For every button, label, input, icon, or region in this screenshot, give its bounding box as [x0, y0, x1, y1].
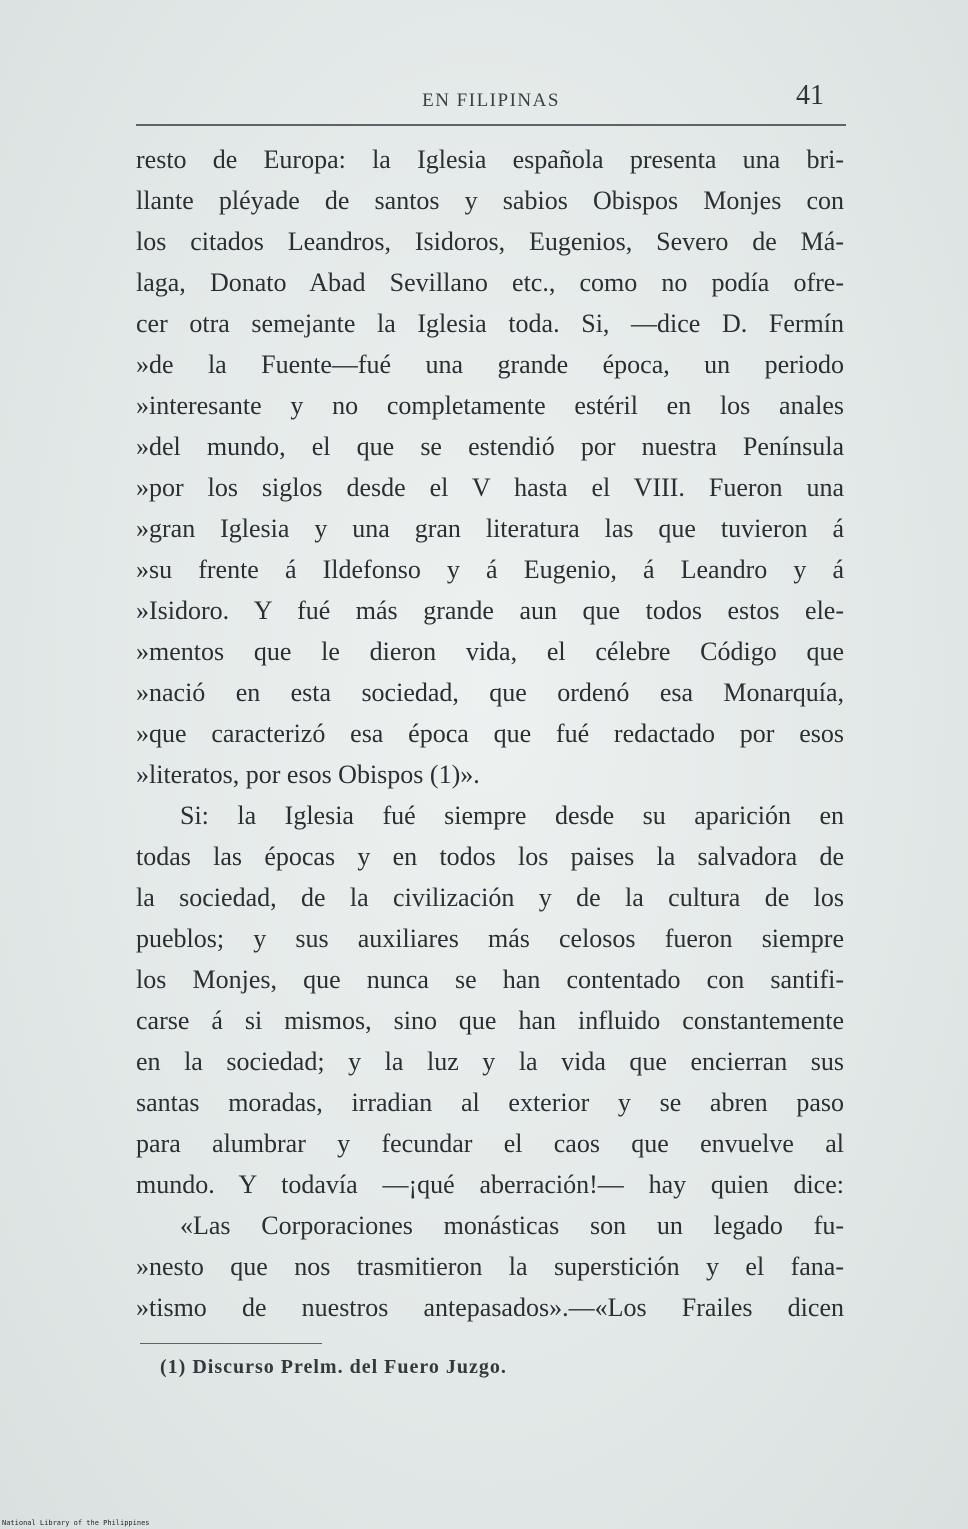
text-line: »por los siglos desde el V hasta el VIII. Fueron una [136, 473, 844, 502]
text-line: »tismo de nuestros antepasados».—«Los Frailes dicen [136, 1293, 844, 1322]
text-line: santas moradas, irradian al exterior y se abren paso [136, 1088, 844, 1117]
text-line: para alumbrar y fecundar el caos que envuelve al [136, 1129, 844, 1158]
text-line: llante pléyade de santos y sabios Obispos Monjes con [136, 186, 844, 215]
page-number: 41 [796, 80, 824, 111]
body-text [136, 139, 844, 1328]
text-line: »del mundo, el que se estendió por nuestra Península [136, 432, 844, 461]
text-line: »de la Fuente—fué una grande época, un periodo [136, 350, 844, 379]
text-line: »gran Iglesia y una gran literatura las que tuvieron á [136, 514, 844, 543]
footnote-rule [140, 1343, 322, 1344]
text-line: cer otra semejante la Iglesia toda. Si, —dice D. Fermín [136, 309, 844, 338]
text-line: la sociedad, de la civilización y de la cultura de los [136, 883, 844, 912]
text-line: Si: la Iglesia fué siempre desde su aparición en [180, 801, 844, 830]
text-line: »mentos que le dieron vida, el célebre Código que [136, 637, 844, 666]
text-line: »que caracterizó esa época que fué redactado por esos [136, 719, 844, 748]
page-header [136, 80, 846, 124]
text-line: carse á si mismos, sino que han influido constantemente [136, 1006, 844, 1035]
text-line: resto de Europa: la Iglesia española presenta una bri- [136, 145, 844, 174]
text-line: »literatos, por esos Obispos (1)». [136, 760, 480, 789]
text-line: »nesto que nos trasmitieron la superstición y el fana- [136, 1252, 844, 1281]
text-line: »su frente á Ildefonso y á Eugenio, á Leandro y á [136, 555, 844, 584]
text-line: en la sociedad; y la luz y la vida que encierran sus [136, 1047, 844, 1076]
text-line: los Monjes, que nunca se han contentado con santifi- [136, 965, 844, 994]
text-line: laga, Donato Abad Sevillano etc., como no podía ofre- [136, 268, 844, 297]
text-line: todas las épocas y en todos los paises la salvadora de [136, 842, 844, 871]
text-line: pueblos; y sus auxiliares más celosos fueron siempre [136, 924, 844, 953]
text-line: »nació en esta sociedad, que ordenó esa Monarquía, [136, 678, 844, 707]
text-line: »Isidoro. Y fué más grande aun que todos estos ele- [136, 596, 844, 625]
text-line: mundo. Y todavía —¡qué aberración!— hay quien dice: [136, 1170, 844, 1199]
text-line: «Las Corporaciones monásticas son un legado fu- [180, 1211, 844, 1240]
library-credit: National Library of the Philippines [2, 1519, 150, 1527]
text-line: los citados Leandros, Isidoros, Eugenios, Severo de Má- [136, 227, 844, 256]
running-head: EN FILIPINAS [422, 90, 560, 111]
header-rule [136, 124, 846, 126]
text-line: »interesante y no completamente estéril en los anales [136, 391, 844, 420]
footnote: (1) Discurso Prelm. del Fuero Juzgo. [160, 1356, 507, 1378]
